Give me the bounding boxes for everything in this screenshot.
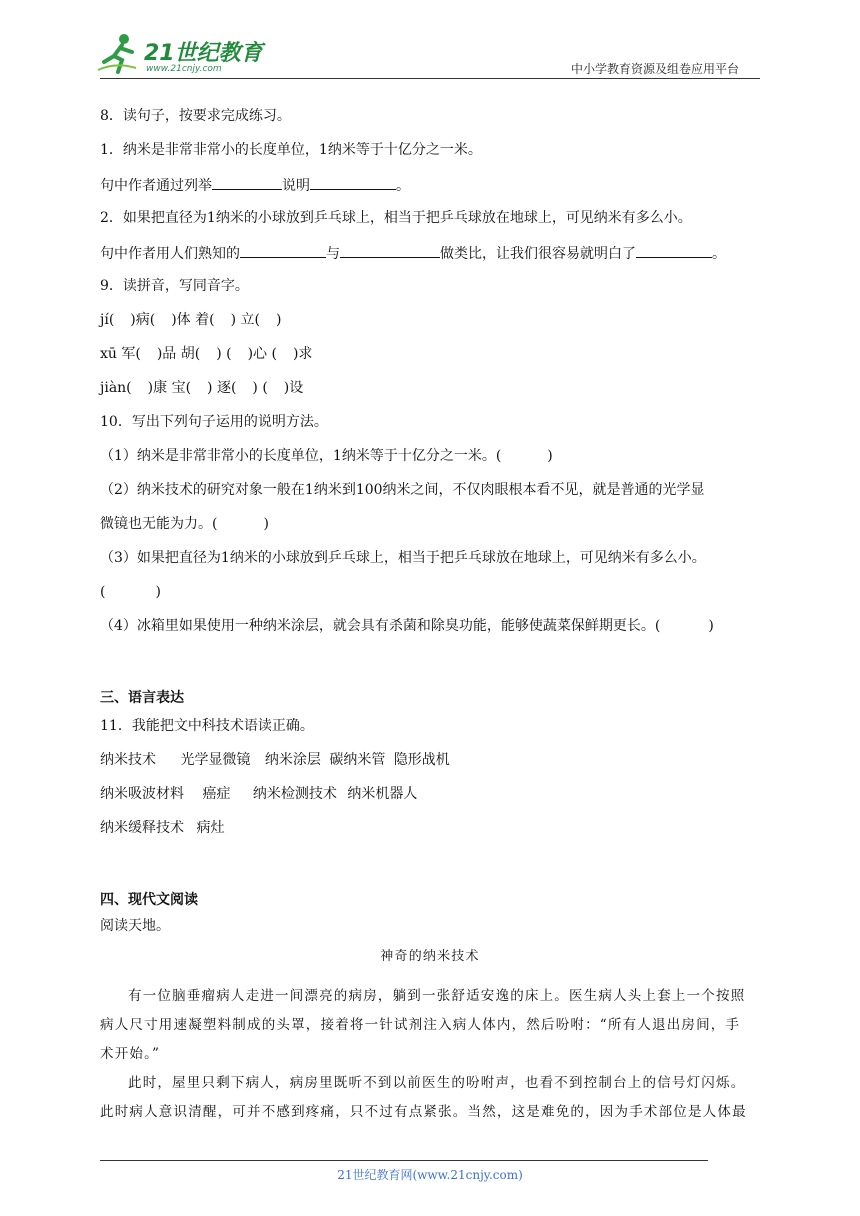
q10-item-2b: 微镜也无能为力。( ) — [100, 516, 269, 532]
term: 隐形战机 — [393, 752, 450, 768]
paragraph-line: 此时病人意识清醒，可并不感到疼痛，只不过有点紧张。当然，这是难免的，因为手术部位是人体最 — [100, 1104, 747, 1120]
q10-item-4: （4）冰箱里如果使用一种纳米涂层，就会具有杀菌和除臭功能，能够使蔬菜保鲜期更长。( ) — [100, 618, 714, 634]
logo-url: www.21cnjy.com — [146, 64, 222, 74]
answer-blank[interactable] — [636, 242, 712, 258]
term: 纳米缓释技术 — [100, 820, 184, 836]
q10-item-1: （1）纳米是非常非常小的长度单位，1纳米等于十亿分之一米。( ) — [100, 448, 553, 464]
q9-row-3: jiàn( )康 宝( ) 逐( ) ( )设 — [100, 380, 304, 396]
answer-blank[interactable] — [310, 174, 396, 190]
term: 纳米技术 — [100, 752, 156, 768]
q8-title: 8．读句子，按要求完成练习。 — [100, 108, 291, 124]
paragraph-line: 此时，屋里只剩下病人，病房里既听不到以前医生的吩咐声，也看不到控制台上的信号灯闪烁。 — [128, 1075, 746, 1091]
paragraph-line: 有一位脑垂瘤病人走进一间漂亮的病房，躺到一张舒适安逸的床上。医生病人头上套上一个按照 — [128, 988, 746, 1004]
answer-blank[interactable] — [212, 174, 282, 190]
q9-row-2: xū 军( )品 胡( ) ( )心 ( )求 — [100, 346, 313, 362]
reading-intro: 阅读天地。 — [100, 918, 170, 934]
q10-title: 10．写出下列句子运用的说明方法。 — [100, 414, 328, 430]
q10-item-3b: ( ) — [100, 584, 161, 600]
answer-blank[interactable] — [240, 242, 326, 258]
runner-logo-icon — [96, 32, 140, 76]
term: 癌症 — [202, 786, 231, 802]
logo-text: 21世纪教育 — [144, 41, 263, 66]
answer-blank[interactable] — [340, 242, 440, 258]
article-title: 神奇的纳米技术 — [380, 949, 480, 964]
q8-sentence-1: 1．纳米是非常非常小的长度单位，1纳米等于十亿分之一米。 — [100, 142, 482, 158]
header-platform-text: 中小学教育资源及组卷应用平台 — [571, 62, 740, 76]
q8-sentence-2: 2．如果把直径为1纳米的小球放到乒乓球上，相当于把乒乓球放在地球上，可见纳米有多么小。 — [100, 210, 692, 226]
q10-item-2a: （2）纳米技术的研究对象一般在1纳米到100纳米之间，不仅肉眼根本看不见，就是普通的光学显 — [100, 482, 705, 498]
q8-answer-2: 句中作者用人们熟知的 与 做类比，让我们很容易就明白了 。 — [100, 242, 726, 264]
q10-item-3a: （3）如果把直径为1纳米的小球放到乒乓球上，相当于把乒乓球放在地球上，可见纳米有多么小。 — [100, 550, 706, 566]
header-divider — [100, 78, 760, 79]
term: 病灶 — [196, 820, 225, 836]
q9-title: 9．读拼音，写同音字。 — [100, 278, 249, 294]
term: 纳米机器人 — [347, 786, 418, 802]
article-body — [100, 982, 760, 1127]
q9-row-1: jí( )病( )体 着( ) 立( ) — [100, 312, 282, 328]
term: 纳米检测技术 — [252, 786, 337, 802]
header-logo — [96, 30, 266, 78]
term: 纳米涂层 — [264, 752, 321, 768]
section-3-title: 三、语言表达 — [100, 690, 184, 706]
term: 碳纳米管 — [329, 752, 386, 768]
paragraph-line: 病人尺寸用速凝塑料制成的头罩，接着将一针试剂注入病人体内，然后吩咐：“所有人退出房间，手 — [100, 1017, 741, 1033]
terms-row-2 — [100, 784, 417, 804]
q8-answer-1: 句中作者通过列举 说明 。 — [100, 174, 410, 196]
section-4-title: 四、现代文阅读 — [100, 892, 198, 908]
term: 光学显微镜 — [180, 752, 251, 768]
q11-title: 11．我能把文中科技术语读正确。 — [100, 718, 314, 734]
term: 纳米吸波材料 — [100, 786, 184, 802]
footer-text[interactable]: 21世纪教育网(www.21cnjy.com) — [337, 1168, 523, 1182]
terms-row-3 — [100, 818, 224, 838]
terms-row-1 — [100, 750, 450, 770]
paragraph-line: 术开始。” — [100, 1046, 161, 1062]
footer-divider — [100, 1160, 708, 1161]
